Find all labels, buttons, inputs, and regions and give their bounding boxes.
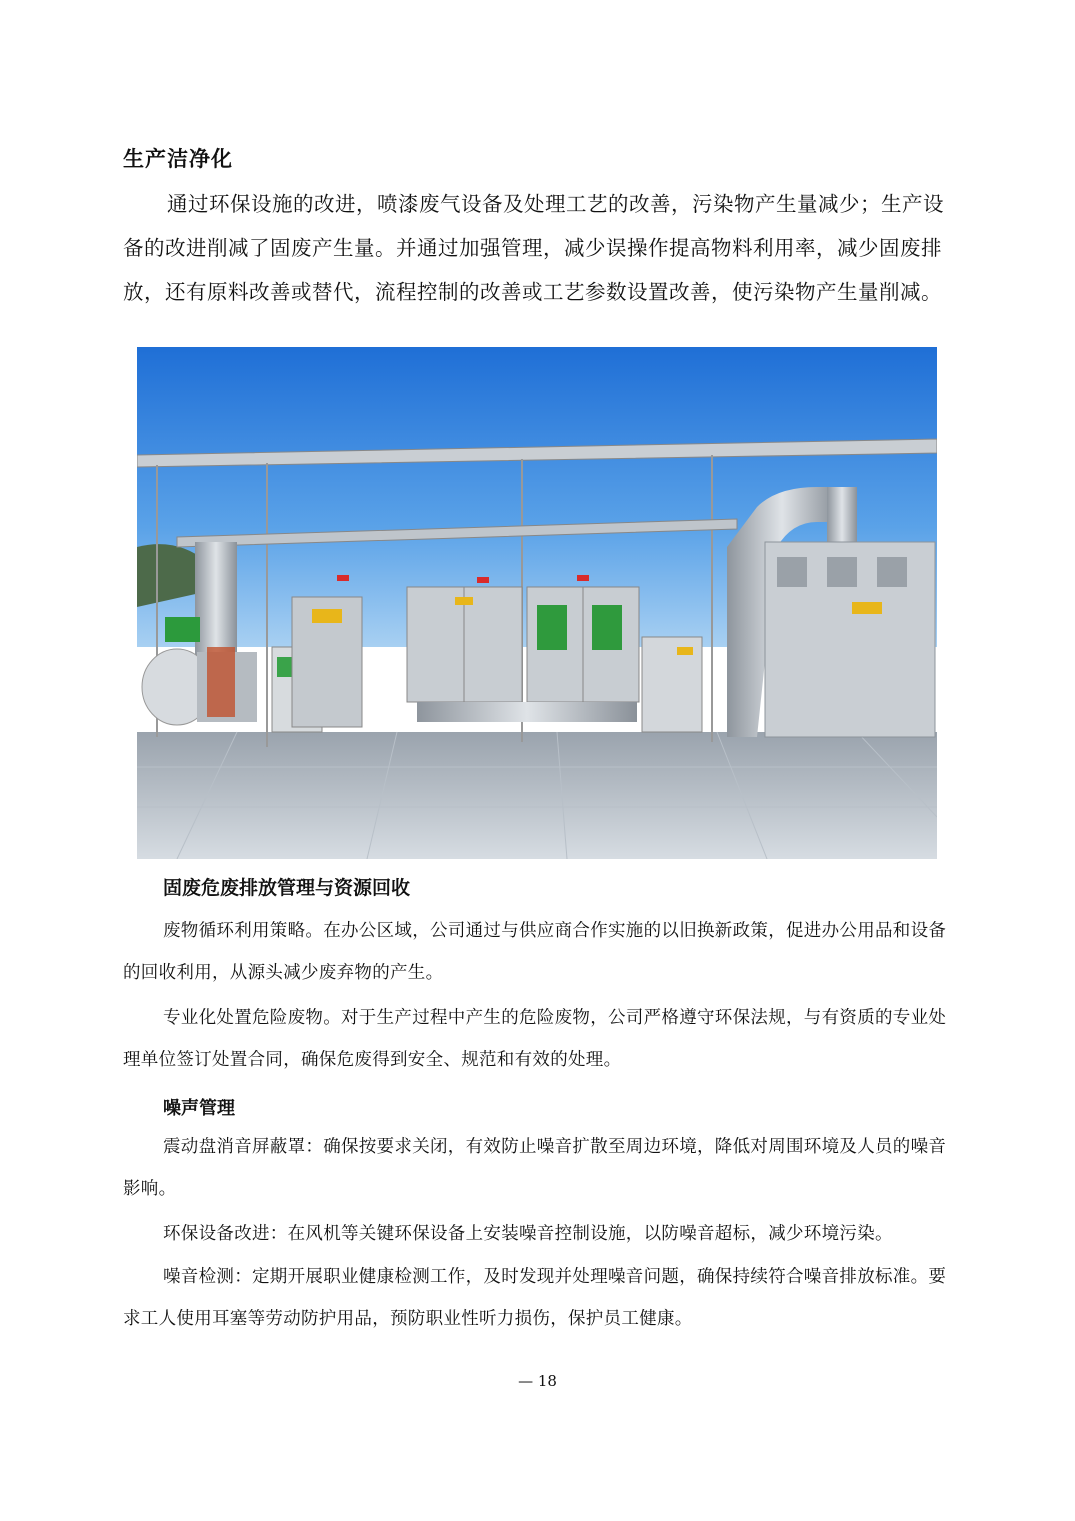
paragraph-production-cleaning: 通过环保设施的改进，喷漆废气设备及处理工艺的改善，污染物产生量减少；生产设备的改进削减了固废产生量。并通过加强管理，减少误操作提高物料利用率，减少固废排放，还有原料改善或替代，流程控制的改善或工艺参数设置改善，使污染物产生量削减。 [123, 192, 944, 304]
paragraph-noise-detection: 噪音检测：定期开展职业健康检测工作，及时发现并处理噪音问题，确保持续符合噪音排放标准。要求工人使用耳塞等劳动防护用品，预防职业性听力损伤，保护员工健康。 [123, 1267, 947, 1329]
paragraph-noise-shield: 震动盘消音屏蔽罩：确保按要求关闭，有效防止噪音扩散至周边环境，降低对周围环境及人员的噪音影响。 [123, 1137, 947, 1199]
page-number: — 18 [518, 1372, 557, 1390]
paragraph-waste-recycling: 废物循环利用策略。在办公区域，公司通过与供应商合作实施的以旧换新政策，促进办公用品和设备的回收利用，从源头减少废弃物的产生。 [123, 921, 947, 983]
equipment-photo [137, 347, 937, 859]
paragraph-equipment-improvement: 环保设备改进：在风机等关键环保设备上安装噪音控制设施，以防噪音超标，减少环境污染。 [163, 1224, 893, 1244]
section-heading-noise-management: 噪声管理 [163, 1098, 235, 1119]
section-heading-production-cleaning: 生产洁净化 [123, 147, 233, 171]
section-heading-waste-management: 固废危废排放管理与资源回收 [163, 877, 411, 899]
paragraph-hazardous-waste: 专业化处置危险废物。对于生产过程中产生的危险废物，公司严格遵守环保法规，与有资质的专业处理单位签订处置合同，确保危废得到安全、规范和有效的处理。 [123, 1008, 947, 1070]
